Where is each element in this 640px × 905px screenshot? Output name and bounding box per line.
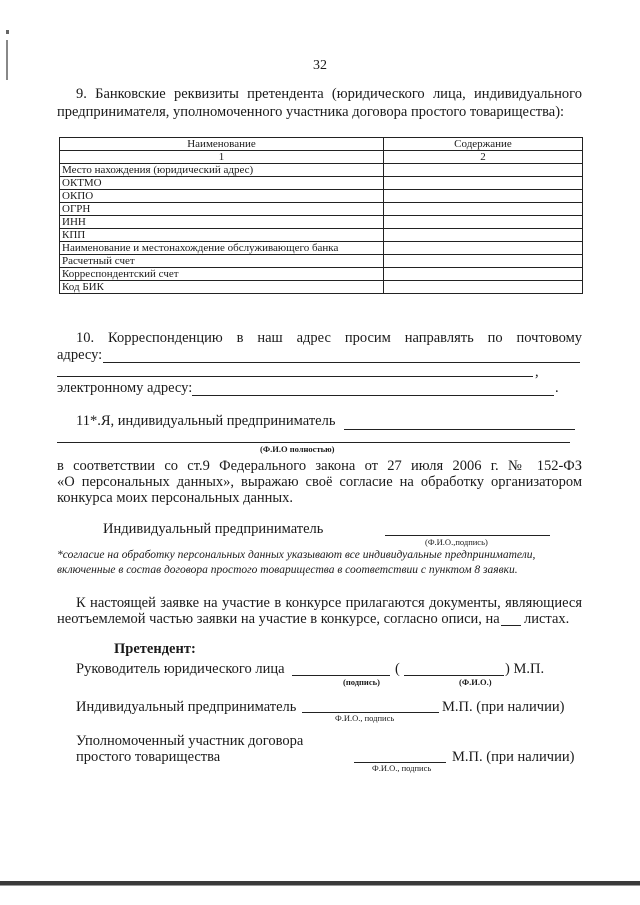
table-header-name: Наименование: [60, 138, 384, 151]
table-row: [60, 255, 583, 268]
consent-note-line2: включенные в состав договора простого товарищества в соответствии с пунктом 8 заявки.: [57, 564, 518, 576]
table-colnum-row: [60, 151, 583, 164]
scan-artifact-mark: [6, 30, 9, 34]
section9-line2: предпринимателя, уполномоченного участника договора простого товарищества):: [57, 104, 565, 120]
ip-consent-label: Индивидуальный предприниматель: [103, 521, 324, 537]
ip-full-name-line-1[interactable]: [344, 429, 575, 430]
caption-authorized-fio-sign: Ф.И.О., подпись: [372, 763, 432, 773]
section9-line1: 9. Банковские реквизиты претендента (юридического лица, индивидуального: [76, 86, 582, 102]
attachments-line1: К настоящей заявке на участие в конкурсе прилагаются документы, являющиеся: [76, 595, 582, 611]
table-row-label: Код БИК: [60, 281, 384, 294]
section11-line2: «О персональных данных», выражаю своё согласие на обработку организатором: [57, 474, 582, 490]
authorized-mp: М.П. (при наличии): [452, 749, 575, 765]
attachments-line2-end: листах.: [524, 611, 570, 627]
caption-sign: (подпись): [343, 677, 380, 687]
table-row-label: ОКТМО: [60, 177, 384, 190]
caption-fio-full: (Ф.И.О полностью): [260, 444, 335, 454]
table-row-label: ОКПО: [60, 190, 384, 203]
requisites-table: [59, 137, 583, 294]
postal-address-comma: ,: [535, 364, 539, 380]
table-row-value[interactable]: [384, 229, 583, 242]
table-row-value[interactable]: [384, 242, 583, 255]
ip-label: Индивидуальный предприниматель: [76, 699, 297, 715]
section11-lead: 11*.Я, индивидуальный предприниматель: [76, 413, 336, 429]
ip-consent-sign-line[interactable]: [385, 535, 550, 536]
legal-head-fio-line[interactable]: [404, 675, 504, 676]
section10-line1: 10. Корреспонденцию в наш адрес просим направлять по почтовому: [76, 330, 582, 346]
legal-head-label: Руководитель юридического лица: [76, 661, 285, 677]
ip-mp: М.П. (при наличии): [442, 699, 565, 715]
table-row-value[interactable]: [384, 177, 583, 190]
table-row-value[interactable]: [384, 190, 583, 203]
page-number: 32: [313, 58, 327, 73]
sheet-count-line[interactable]: [501, 625, 521, 626]
table-row-value[interactable]: [384, 281, 583, 294]
section11-line1: в соответствии со ст.9 Федерального закона от 27 июля 2006 г. № 152-ФЗ: [57, 458, 582, 474]
table-row-label: Место нахождения (юридический адрес): [60, 164, 384, 177]
table-row-label: ИНН: [60, 216, 384, 229]
postal-address-line-2[interactable]: [57, 376, 533, 377]
caption-fio-sign: (Ф.И.О.,подпись): [425, 537, 488, 547]
authorized-line2: простого товарищества: [76, 749, 221, 765]
table-row: [60, 281, 583, 294]
consent-note-line1: *согласие на обработку персональных данных указывают все индивидуальные предприниматели,: [57, 549, 536, 561]
table-row-value[interactable]: [384, 203, 583, 216]
table-row-label: Корреспондентский счет: [60, 268, 384, 281]
section11-line3: конкурса моих персональных данных.: [57, 490, 294, 506]
table-header-row: [60, 138, 583, 151]
table-row-label: Расчетный счет: [60, 255, 384, 268]
table-row-label: ОГРН: [60, 203, 384, 216]
authorized-line1: Уполномоченный участник договора: [76, 733, 304, 749]
table-header-content: Содержание: [384, 138, 583, 151]
table-row: [60, 190, 583, 203]
applicant-heading: Претендент:: [114, 641, 196, 657]
table-row: [60, 177, 583, 190]
email-address-line[interactable]: [192, 395, 554, 396]
email-address-period: .: [555, 380, 559, 396]
table-row-value[interactable]: [384, 255, 583, 268]
table-row: [60, 229, 583, 242]
table-row: [60, 242, 583, 255]
table-row-value[interactable]: [384, 268, 583, 281]
table-row: [60, 216, 583, 229]
scan-artifact-bottom-line: [0, 885, 640, 886]
postal-address-line-1[interactable]: [103, 362, 580, 363]
table-colnum-1: 1: [60, 151, 384, 164]
table-row: [60, 203, 583, 216]
table-row-value[interactable]: [384, 216, 583, 229]
table-row: [60, 268, 583, 281]
table-row-value[interactable]: [384, 164, 583, 177]
legal-head-sign-line[interactable]: [292, 675, 390, 676]
caption-ip-fio-sign: Ф.И.О., подпись: [335, 713, 395, 723]
table-row-label: КПП: [60, 229, 384, 242]
open-paren: (: [395, 661, 400, 677]
caption-fio: (Ф.И.О.): [459, 677, 492, 687]
attachments-line2-start: неотъемлемой частью заявки на участие в конкурсе, согласно описи, на: [57, 611, 500, 627]
table-colnum-2: 2: [384, 151, 583, 164]
ip-full-name-line-2[interactable]: [57, 442, 570, 443]
postal-address-label: адресу:: [57, 347, 103, 363]
close-paren-mp: ) М.П.: [505, 661, 545, 677]
table-row: [60, 164, 583, 177]
email-address-label: электронному адресу:: [57, 380, 193, 396]
table-row-label: Наименование и местонахождение обслуживающего банка: [60, 242, 384, 255]
